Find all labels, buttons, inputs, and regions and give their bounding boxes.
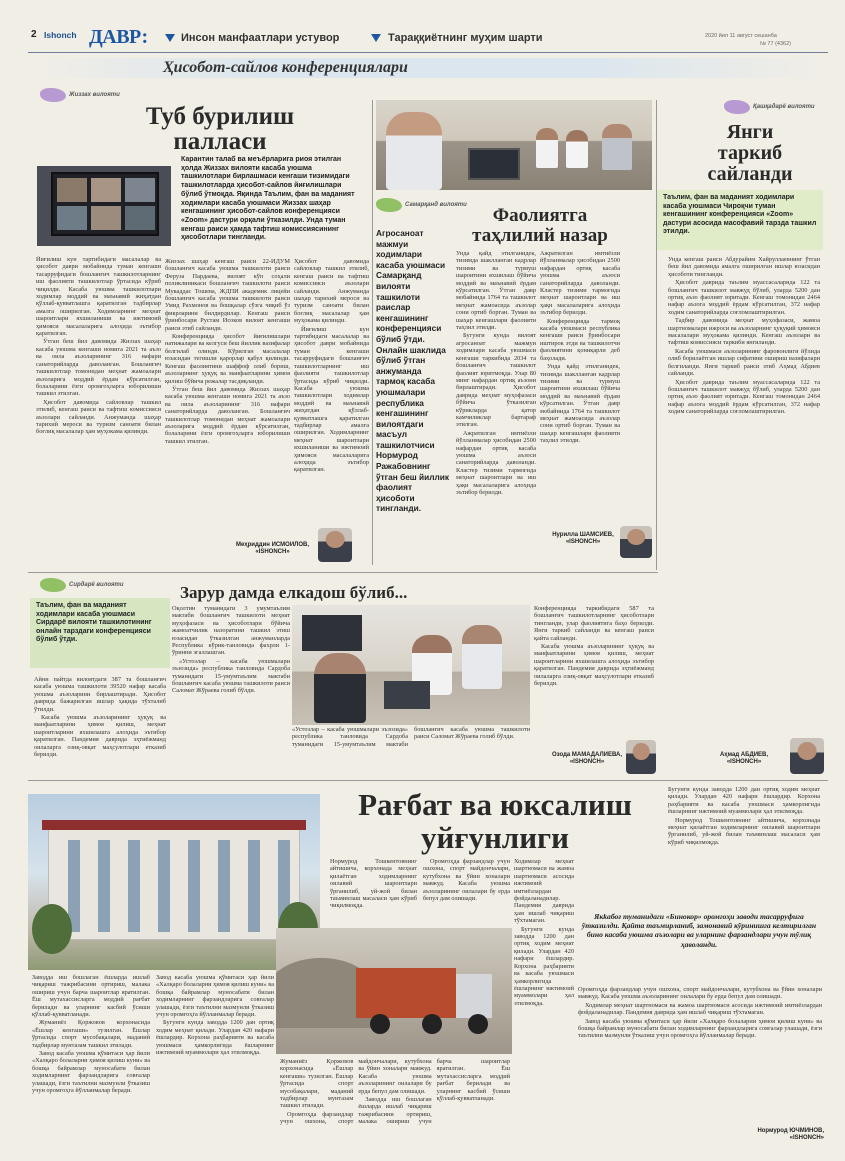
person [386,112,442,190]
video-tile [57,178,87,202]
paragraph: Бугунги кунда заводда 1200 дан ортиқ ходим меҳнат қилади. Улардан 420 нафари ёшлардир. Корхона раҳбарияти ва касаба уюшмаси ҳамкорлигида ёшларнинг ижтимоий муаммолари ҳал этилмоқда. [668,786,820,816]
paragraph: Конференцияда таркибидаги 587 та бошланғич ташкилотларнинг ҳисоботлари тингланди, улар фаолиятига баҳо берилди. Янги таркиб сайланди ва кенгаш раиси қайта сайланди. [534,605,654,642]
section-divider [28,780,828,781]
samarkand-headline [440,206,640,246]
jizzakh-photo [37,166,171,246]
paragraph: Оромгоҳда фарзандлар учун ошхона, спорт майдончалари, кутубхона ва ўйин хоналари мавжуд. Касаба уюшма аъзоларининг оилалари бу ерда бепул дам олишади. [578,986,822,1001]
jizzakh-column-2 [165,258,290,528]
headline-line-2: таркиб [717,142,783,164]
paragraph: Ўтган беш йил давомида Жиззах шаҳар касаба уюшма кенгаши номига 2021 та аъзо ва оила аъзоларининг 316 нафари санаторийларда даволанган. Бошланғич ташкилотлар томонидан меҳнат жамоалари аъзоларига моддий ёрдам кўрсатилган, болаларини ёзги оромгоҳларга юборилиши ташкил этилган. [36,338,161,398]
paragraph: Бугунги кунда заводда 1200 дан ортиқ ходим меҳнат қилади. Улардан 420 нафари ёшлардир. Корхона раҳбарияти ва касаба уюшмаси ҳамкорлигида ёшларнинг ижтимоий муаммолари ҳал этилмоқда. [514,925,574,1007]
masthead-rule [28,52,828,53]
samarkand-byline [548,532,618,546]
paragraph: Ҳисобот давомида сайловлар ташкил этилиб, кенгаш раиси ва тафтиш комиссияси аъзолари сайланди. Анжуманда шаҳар тарихий мероси ва туризм саноати билан боғлиқ масалалар ҳам муҳокама қилинди. [36,398,161,436]
author-photo [620,526,652,558]
truck-wheel [468,1014,488,1034]
feature-column-5 [280,1058,510,1156]
paragraph: Бугунги кунда заводда 1200 дан ортиқ ходим меҳнат қилади. Улардан 420 нафари ёшлардир. Корхона раҳбарияти ва касаба уюшмаси ҳамкорлигида ёшларнинг ижтимоий муаммолари ҳал этилмоқда. [156,1019,274,1057]
column-divider [372,100,373,565]
paragraph: Йиғилиш кун тартибидаги масалалар ва ҳисобот даври мобайнида туман кенгаши тасарруфидаги бошланғич ташкилотларнинг иш фаолияти ташкилотлар ўртасида кўриб чиқилди. Касаба уюшма ташкилотлари ходимлар моддий ва маънавий жиҳатдан қўллаб-қувватлашга қаратилган тадбирлар амалга оширилган. Ходимларнинг меҳнат шароитлари яхшиланиши ва ижтимоий ҳимояси масалаларига алоҳида эътибор қаратилган. [36,256,161,338]
brand-name: Ishonch [44,30,77,40]
feature-byline [728,1128,824,1142]
author-outlet: «ISHONCH» [726,759,762,765]
feature-column-6 [668,786,820,910]
region-label: Самарқанд вилояти [405,202,467,208]
paragraph: Заводда иш бошлаган ёшларда ишлаб чиқариш тажрибасини ортириш, малака ошириш учун барча шароитлар яратилган. Ёш мутахассисларга моддий рағбат берилади ва уларнинг касбий ўсиши қўллаб-қувватланади. [32,974,150,1019]
author-name: Меҳриддин ИСМОИЛОВ, [235,542,310,548]
kashkadarya-byline [704,752,784,766]
section-label: ДАВР: [89,26,148,48]
truck-cab [456,974,492,1018]
paragraph: Унда кенгаш раиси Абдурайим Хайруллаевнинг ўтган беш йил давомида амалга оширилган ишлар юзасидан ҳисоботи тингланди. [668,256,820,278]
region-label: Қашқадарё вилояти [753,104,815,110]
building-windows [58,840,290,932]
feature-column-7 [578,986,822,1124]
video-tile [125,206,155,230]
jizzakh-column-3 [294,258,369,528]
person [462,625,502,689]
paragraph: «Устозлар – касаба уюшмалари эъзозида» республика танловида Сардоба туманидаги 15-умумтаълим мактаби бошланғич касаба уюшма ташкилоти раиси Саломат Жўраева голиб бўлди. [292,726,530,748]
author-outlet: «ISHONCH» [569,759,605,765]
author-name: Аҳмад АБДИЕВ, [719,752,769,758]
region-badge-syrdarya [40,578,124,592]
author-photo [318,528,352,562]
paragraph: Жуманиёз Қоржовов корхонасида «Ёшлар кенгаши» тузилган. Ёшлар ўртасида спорт мусобақалари, маданий тадбирлар мунтазам ташкил этилади. [32,1019,150,1049]
chevron-icon [165,34,175,42]
region-map-icon [40,578,66,592]
masthead-slogan-1: Инсон манфаатлари устувор [181,32,340,44]
feature-column-1 [32,974,150,1154]
person [314,653,366,723]
band-title: Ҳисобот-сайлов конференциялари [163,59,408,76]
headline-line-1: Фаолиятга [492,205,588,226]
paragraph: Конференцияда ҳисобот йиғилишлари натижалари ва келгуси беш йиллик вазифалар белгилаб олинди. Кўрилган масалалар юзасидан тегишли қарорлар қабул қилинди. Кенгаш фаолиятини шаффоф олиб бориш, аъзоларнинг ҳуқуқ ва манфаатларини ҳимоя қилиш бўйича режалар тасдиқланди. [165,333,290,385]
feature-column-2 [156,974,274,1154]
samarkand-sidebar: Агросаноат мажмуи ходимлари касаба уюшмаси Самарқанд вилояти ташкилоти раислар кенгашининг конференцияси бўлиб ўтди. Онлайн шаклида бўлиб ўтган анжуманда тармоқ касаба уюшмалари республика кенгашининг вилоятдаги масъул ташкилотчиси Нормурод Ражабовнинг ўтган беш йиллик фаолият ҳисоботи тингланди. [376,228,450,514]
paragraph: Оқолтин туманидаги 3 умумтаълим мактаби бошланғич ташкилоти меҳнат муҳофазаси ва ҳисоботлари бўйича жамоатчилик назоратини ташкил этиш юзасидан ўтказилган анжуманларда Республика кўрик-танловида фахрли 1-ўринни эгаллашган. [172,605,290,657]
feature-callout: Якkaбоғ туманидаги «Бинокор» оромгоҳи заводи тасарруфига ўтказилди. Қайта таъмирланиб, замонавий кўринишга келтирилган бино касаба уюшма аъзолари ва уларнинг фарзандлари учун тўлиқ ҳаволанди. [581,912,817,949]
truck-wheel [422,1014,442,1034]
headline-line-2: уйғунлиги [421,820,569,855]
feature-column-3 [330,858,510,926]
samarkand-column-2 [540,250,620,522]
section-divider [28,572,658,573]
paragraph: Тадбир давомида меҳнат муҳофазаси, жамоа шартномалари ижроси ва аъзоларнинг ҳуқуқий ҳимояси масалалари муҳокама қилинди. Кенгаш аъзолари ва тафтиш комиссияси таркиби янгиланди. [668,317,820,347]
jizzakh-byline [230,542,315,556]
paragraph: Ходимлар меҳнат шартномаси ва жамоа шартномаси асосида ижтимоий имтиёзлардан фойдаланадилар. Пандемия даврида ҳам ишлаб чиқариш тўхтамаган. [578,1001,822,1017]
paragraph: Ҳисобот даврида таълим муассасаларида 122 та бошланғич ташкилот мавжуд бўлиб, уларда 5200 дан ортиқ аъзо фаолият юритади. Кенгаш томонидан 2464 нафар аъзога моддий ёрдам кўрсатилган, 372 нафар ходим санаторийларда соғломлаштирилган. [668,378,820,416]
paragraph: Конференцияда тармоқ касаба уюшмаси республика кенгаши раиси ўринбосари иштирок этди ва ташкилотчи фаолиятини қониқарли деб баҳолади. [540,317,620,362]
issue-number: № 77 (4362) [760,41,791,47]
video-tile [57,206,87,230]
paragraph: Касаба уюшма аъзоларининг ҳуқуқ ва манфаатларини ҳимоя қилиш, меҳнат шароитларини яхшилашга алоҳида эътибор қаратилган. Пандемия даврида эҳтиёжманд оилаларга озиқ-овқат маҳсулотлари етказиб берилди. [34,714,166,759]
paragraph: Касаба уюшма аъзоларининг ҳуқуқ ва манфаатларини ҳимоя қилиш, меҳнат шароитларини яхшилашга алоҳида эътибор қаратилган. Пандемия даврида эҳтиёжманд оилаларга озиқ-овқат маҳсулотлари етказиб берилди. [534,643,654,688]
headline-line-2: палласи [173,128,267,155]
paragraph: Жуманиёз Қоржовов корхонасида «Ёшлар кенгаши» тузилган. Ёшлар ўртасида спорт мусобақалари, маданий тадбирлар мунтазам ташкил этилади. [280,1058,354,1110]
syrdarya-column-2 [172,605,290,775]
paragraph: Ҳисобот давомида сайловлар ташкил этилиб, кенгаш раиси ва тафтиш комиссияси аъзолари сайланди. Анжуманда шаҳар тарихий мероси ва туризм саноати билан боғлиқ масалалар ҳам муҳокама қилинди. [294,258,369,325]
person [566,130,588,168]
jizzakh-column-1 [36,256,161,561]
headline-line-1: Янги [726,121,774,143]
paragraph: Завод касаба уюшма қўмитаси ҳар йили «Халқаро болаларни ҳимоя қилиш куни» ва бошқа байрамлар муносабати билан ходимларнинг фарзандларига совғалар улашади, ёзги таътилни мазмунли ўтказиш учун оромгоҳга йўлланмалар беради. [578,1017,822,1040]
author-name: Нормурод ЮЧМИНОВ, [757,1128,824,1134]
headline-line-3: сайланди [707,163,793,185]
paragraph: Жиззах шаҳар кенгаш раиси 22-ИДУМ бошланғич касаба уюшма ташкилоти раиси Феруза Пардаева, вилоят кўп соҳали поликлиникаси бошланғич ташкилоти раиси Мукаддас Тошева, ЖДПИ академик лицейи бошланғич касаба уюшма ташкилоти раиси Умид Рахмонов ва бошқалар сўзга чиқиб ўз фикрларини билдирдилар. Кенгаш раиси ўринбосари Рустам Исоков вилоят кенгаши раиси этиб сайланди. [165,258,290,332]
kashkadarya-column [668,256,820,576]
author-outlet: «ISHONCH» [565,539,601,545]
author-photo [790,738,824,774]
video-tile [91,178,121,202]
jizzakh-headline [120,104,320,154]
truck-wheel [370,1014,390,1034]
column-divider [656,100,657,570]
building-roof [42,820,306,830]
paragraph: Бугунги кунда вилоят агросаноат мажмуи ходимлари касаба уюшмаси кенгаши таркибида 2034 та бошланғич ташкилот фаолият юритмоқда. Улар 80 минг нафардан ортиқ аъзони бирлаштиради. Ҳисобот даврида меҳнат муҳофазаси бўйича ўтказилган кўрикларда қатор камчиликлар бартараф этилган. [456,332,536,429]
region-badge-jizzakh [40,88,120,102]
person [536,128,558,168]
paragraph: Нормурод Тошкентовнинг айтишича, корхонада меҳнат қилаётган ходимларнинг оилавий шароитлари ўрганилиб, уй-жой билан таъминлаш масаласи ҳам кўриб чиқилмоқда. [668,816,820,846]
paragraph: Оромгоҳда фарзандлар учун ошхона, спорт майдончалари, кутубхона ва ўйин хоналари мавжуд. Касаба уюшма аъзоларининг оилалари бу ерда бепул дам олишади. [280,1058,432,1126]
paragraph: Ходимлар меҳнат шартномаси ва жамоа шартномаси асосида ижтимоий имтиёзлардан фойдаланадилар. Пандемия даврида ҳам ишлаб чиқариш тўхтамаган. [514,858,574,925]
region-label: Сирдарё вилояти [69,582,124,588]
paragraph: Ўтган беш йил давомида Жиззах шаҳар касаба уюшма кенгаши номига 2021 та аъзо ва оила аъзоларининг 316 нафари санаторийларда даволанган. Бошланғич ташкилотлар томонидан меҳнат жамоалари аъзоларига моддий ёрдам кўрсатилган, болаларини ёзги оромгоҳларга юборилиши ташкил этилган. [165,385,290,445]
syrdarya-column-3 [292,726,530,774]
kashkadarya-lead: Таълим, фан ва маданият ходимлари касаба уюшмаси Чироқчи туман кенгашининг конференцияси «Zoom» дастури асосида масофавий тарзда ташкил этилди. [657,190,823,250]
page-number: 2 [31,29,37,40]
region-badge-kashkadarya [724,100,815,114]
screen [302,615,362,651]
author-outlet: «ISHONCH» [255,549,290,555]
syrdarya-headline: Зарур дамда елкадош бўлиб... [180,583,408,602]
paragraph: Ҳисобот даврида таълим муассасаларида 122 та бошланғич ташкилот мавжуд бўлиб, уларда 5200 дан ортиқ аъзо фаолият юритади. Кенгаш томонидан 2464 нафар аъзога моддий ёрдам кўрсатилган, 372 нафар ходим санаторийларда соғломлаштирилган. [668,279,820,316]
author-name: Озода МАМАДАЛИЕВА, [551,752,623,758]
meeting-photo [376,100,652,190]
paragraph: Айни пайтда вилоятдаги 387 та бошланғич касаба уюшма ташкилоти 39520 нафар касаба уюшма аъзоларини бирлаштиради. Ҳисобот даврида бажарилган ишлар ҳақида тўхталиб ўтилди. [34,676,166,713]
paragraph: Йиғилиш кун тартибидаги масалалар ва ҳисобот даври мобайнида туман кенгаши тасарруфидаги бошланғич ташкилотларнинг иш фаолияти ташкилотлар ўртасида кўриб чиқилди. Касаба уюшма ташкилотлари ходимлар моддий ва маънавий жиҳатдан қўллаб-қувватлашга қаратилган тадбирлар амалга оширилган. Ходимларнинг меҳнат шароитлари яхшиланиши ва ижтимоий ҳимояси масалаларига алоҳида эътибор қаратилган. [294,325,369,474]
author-outlet: «ISHONCH» [789,1135,824,1141]
syrdarya-column-1 [34,676,166,776]
syrdarya-byline [548,752,626,766]
paragraph: Ажратилган имтиёзли йўлланмалар ҳисобидан 2500 нафардан ортиқ касаба уюшма аъзоси санаторийларда даволанди. Кластер тизими тармоғида меҳнат шароитлари ва иш ҳақи масалаларига алоҳида эътибор берилди. [540,250,620,317]
region-label: Жиззах вилояти [69,92,120,98]
kashkadarya-headline [670,122,830,185]
paragraph: Унда қайд этилганидек, тизимда шаклланган кадрлар тизими ва турмуш шароитини яхшилаш бўйича моддий ва маънавий ёрдам кўрсатилган. Ўтган давр мобайнида 1764 та ташкилот меҳнат жамоасида аъзолар сони ортиб борган. Туман ва шаҳар кенгашлари фаолияти таҳлил этилди. [456,250,536,332]
region-map-icon [40,88,66,102]
syrdarya-photo [292,605,530,725]
paragraph: Заводда иш бошлаган ёшларда ишлаб чиқариш тажрибасини ортириш, малака ошириш учун барча шароитлар яратилган. Ёш мутахассисларга моддий рағбат берилади ва уларнинг касбий ўсиши қўллаб-қувватланади. [358,1058,510,1126]
feature-headline [330,788,660,854]
region-map-icon [376,198,402,212]
chevron-icon [371,34,381,42]
region-map-icon [724,100,750,114]
laptop-screen [384,681,430,709]
tree [32,904,72,954]
samarkand-column-1 [456,250,536,562]
headline-line-1: Рағбат ва юксалиш [358,787,632,822]
masthead [0,0,845,58]
paragraph: Завод касаба уюшма қўмитаси ҳар йили «Халқаро болаларни ҳимоя қилиш куни» ва бошқа байрамлар муносабати билан ходимларнинг фарзандларига совғалар улашади, ёзги таътилни мазмунли ўтказиш учун оромгоҳга йўлланмалар беради. [32,1050,150,1095]
paragraph: Касаба уюшмаси аъзоларининг фаровонлиги йўлида олиб борилаётган ишлар сифатини ошириш вазифалари белгиланди. Янги таркиб раиси этиб Аҳмад Абдиев сайланди. [668,347,820,378]
syrdarya-lead: Таълим, фан ва маданият ходимлари касаба уюшмаси Сирдарё вилояти ташкилотининг онлайн тарздаги конференцияси бўлиб ўтди. [30,598,170,668]
feature-column-4 [514,858,574,1028]
jizzakh-lead: Карантин талаб ва меъёрларига риоя этилган ҳолда Жиззах вилояти касаба уюшма ташкилотлари бирлашмаси кенгаши тизимидаги ташкилотларда ҳисобот-сайлов йиғилишлари бўлиб ўтмоқда. Яқинда Таълим, фан ва маданият ходимлари касаба уюшмаси Жиззах шаҳар кенгашининг ҳисобот-сайлов конференцияси «Zoom» дастури орқали ўтказилди. Унда туман кенгаш раиси ҳамда тафтиш комиссиясининг ҳисоботлари тингланди. [181,156,355,242]
author-name: Нуриллa ШАМСИЕВ, [552,532,614,538]
video-tile [125,178,155,202]
paragraph: Нормурод Тошкентовнинг айтишича, корхонада меҳнат қилаётган ходимларнинг оилавий шароитлари ўрганилиб, уй-жой билан таъминлаш масаласи ҳам кўриб чиқилмоқда. [330,858,417,910]
syrdarya-column-4 [534,605,654,735]
masthead-slogan-2: Тараққиётнинг муҳим шарти [388,32,543,44]
person [602,124,632,170]
section-band [28,58,828,78]
video-tile [91,206,121,230]
paragraph: Унда қайд этилганидек, тизимда шаклланган кадрлар тизими ва турмуш шароитини яхшилаш бўйича моддий ва маънавий ёрдам кўрсатилган. Ўтган давр мобайнида 1764 та ташкилот меҳнат жамоасида аъзолар сони ортиб борган. Туман ва шаҳар кенгашлари фаолияти таҳлил этилди. [540,363,620,445]
paragraph: Оромгоҳда фарзандлар учун ошхона, спорт майдончалари, кутубхона ва ўйин хоналари мавжуд. Касаба уюшма аъзоларининг оилалари бу ерда бепул дам олишади. [423,858,510,903]
paragraph: Завод касаба уюшма қўмитаси ҳар йили «Халқаро болаларни ҳимоя қилиш куни» ва бошқа байрамлар муносабати билан ходимларнинг фарзандларига совғалар улашади, ёзги таътилни мазмунли ўтказиш учун оромгоҳга йўлланмалар беради. [156,974,274,1019]
author-photo [626,740,656,774]
truck-body [356,968,456,1018]
headline-line-2: таҳлилий назар [472,225,608,246]
truck-photo [276,928,512,1054]
issue-date: 2020 йил 11 август сешанба [705,33,777,39]
paragraph: «Устозлар – касаба уюшмалари эъзозида» республика танловида Сардоба туманидаги 15-умумтаълим мактаби бошланғич касаба уюшма ташкилоти раиси Саломат Жўраева голиб бўлди. [172,657,290,695]
headline-line-1: Туб бурилиш [145,103,295,130]
paragraph: Ажратилган имтиёзли йўлланмалар ҳисобидан 2500 нафардан ортиқ касаба уюшма аъзоси санаторийларда даволанди. Кластер тизими тармоғида меҳнат шароитлари ва иш ҳақи масалаларига алоҳида эътибор берилди. [456,429,536,496]
laptop-screen [468,148,520,180]
